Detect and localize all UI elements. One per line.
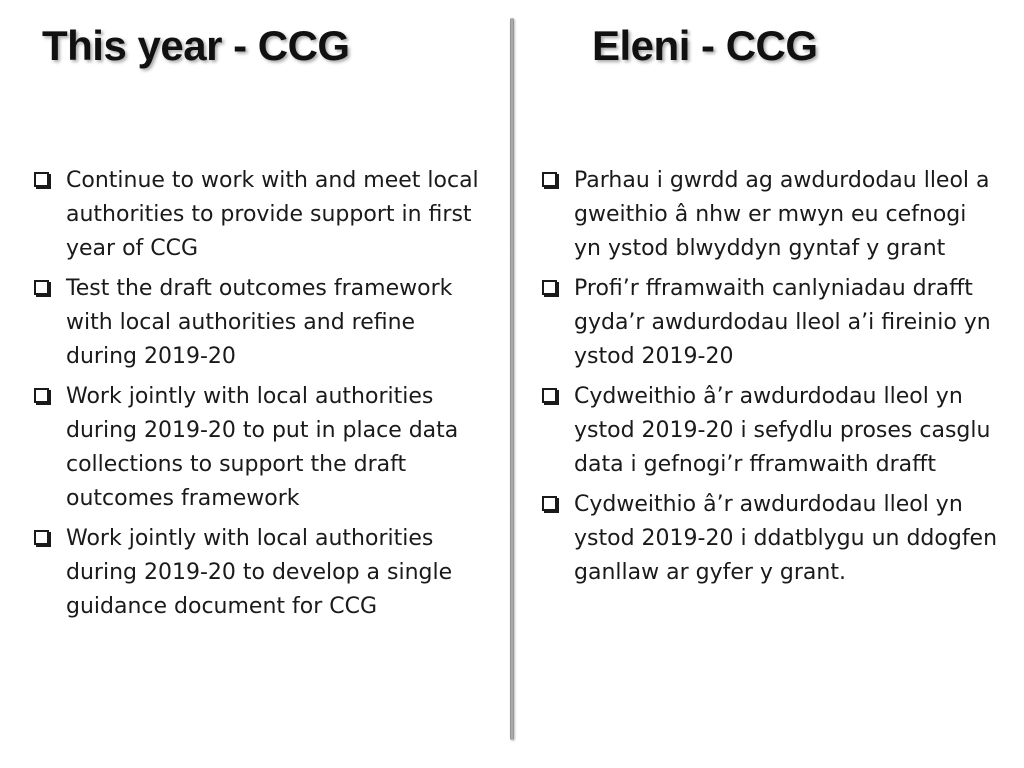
list-item — [32, 522, 492, 624]
checkbox-icon — [34, 388, 49, 403]
list-item — [32, 164, 492, 266]
checkbox-icon — [542, 496, 557, 511]
list-item — [540, 380, 1000, 482]
list-item — [32, 380, 492, 516]
list-item — [540, 272, 1000, 374]
list-item-text: Parhau i gwrdd ag awdurdodau lleol a gweithio â nhw er mwyn eu cefnogi yn ystod blwyddyn gyntaf y grant — [574, 168, 990, 261]
list-item — [32, 272, 492, 374]
list-item-text: Work jointly with local authorities during 2019-20 to develop a single guidance document for CCG — [66, 526, 453, 619]
checkbox-icon — [542, 172, 557, 187]
list-item-text: Cydweithio â’r awdurdodau lleol yn ystod 2019-20 i sefydlu proses casglu data i gefnogi’r fframwaith drafft — [574, 384, 991, 477]
list-item-text: Test the draft outcomes framework with local authorities and refine during 2019-20 — [66, 276, 453, 369]
list-item — [540, 488, 1000, 590]
checkbox-icon — [34, 280, 49, 295]
list-item-text: Profi’r fframwaith canlyniadau drafft gyda’r awdurdodau lleol a’i fireinio yn ystod 2019-20 — [574, 276, 991, 369]
list-item-text: Work jointly with local authorities during 2019-20 to put in place data collections to support the draft outcomes framework — [66, 384, 459, 511]
checkbox-icon — [542, 280, 557, 295]
english-bullet-list — [32, 164, 492, 630]
column-divider — [510, 18, 514, 740]
checkbox-icon — [34, 530, 49, 545]
welsh-bullet-list — [540, 164, 1000, 596]
title-english: This year - CCG — [42, 22, 350, 69]
checkbox-icon — [34, 172, 49, 187]
checkbox-icon — [542, 388, 557, 403]
list-item-text: Continue to work with and meet local authorities to provide support in first year of CCG — [66, 168, 479, 261]
title-welsh: Eleni - CCG — [592, 22, 818, 69]
list-item-text: Cydweithio â’r awdurdodau lleol yn ystod 2019-20 i ddatblygu un ddogfen ganllaw ar gyfer y grant. — [574, 492, 998, 585]
list-item — [540, 164, 1000, 266]
